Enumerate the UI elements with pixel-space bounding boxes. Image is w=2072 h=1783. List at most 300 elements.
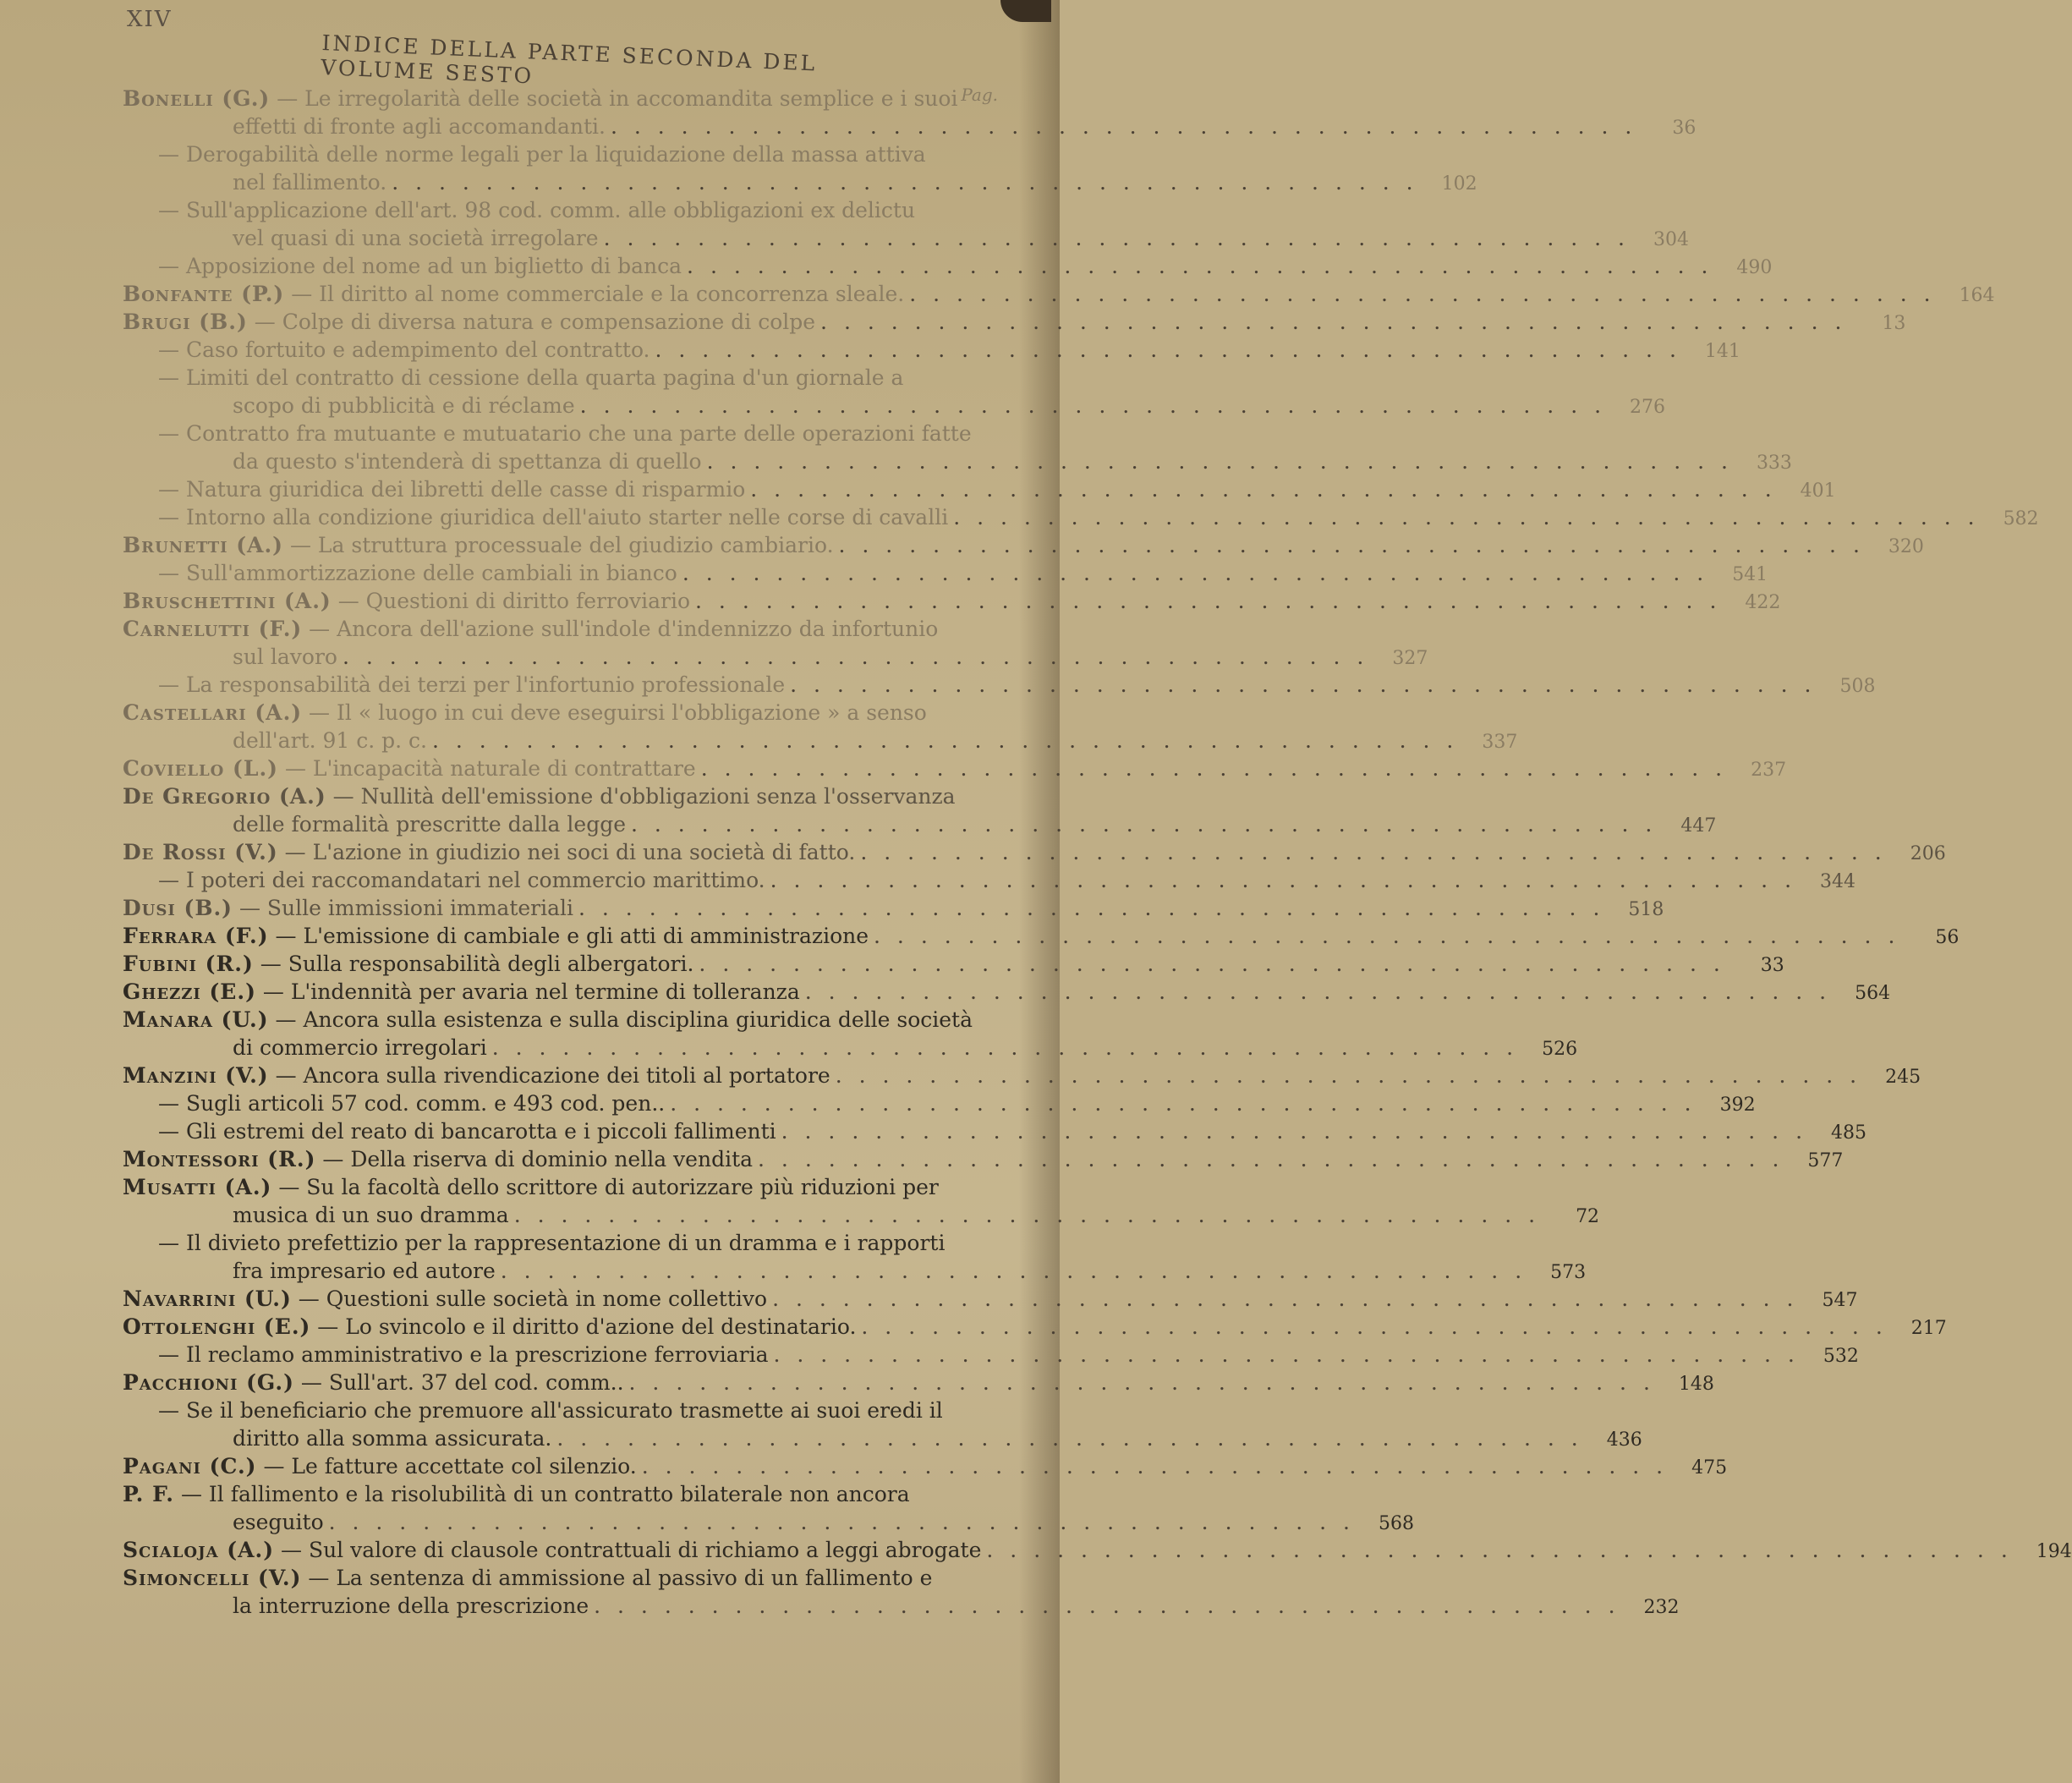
page-number: 245 <box>1885 1067 1921 1088</box>
entry-line <box>123 224 1689 252</box>
entry-line <box>123 1006 998 1034</box>
entry-title: Della riserva di dominio nella vendita <box>350 1147 754 1171</box>
index-entry <box>123 978 1891 1006</box>
entry-line <box>123 699 998 727</box>
entry-text: — Sugli articoli 57 cod. comm. e 493 cod. pen.. <box>158 1091 666 1116</box>
entry-text: — Limiti del contratto di cessione della quarta pagina d'un giornale a <box>158 365 904 390</box>
author-name: Brunetti (A.) <box>123 533 283 557</box>
entry-text: Castellari (A.) — Il « luogo in cui deve eseguirsi l'obbligazione » a senso <box>123 700 927 725</box>
entry-text <box>233 1424 551 1452</box>
index-entry <box>123 838 1946 866</box>
page-number: 148 <box>1678 1374 1714 1395</box>
entry-text: — Natura giuridica dei libretti delle casse di risparmio <box>158 477 746 502</box>
entry-text: — Apposizione del nome ad un biglietto di banca <box>158 254 682 278</box>
entry-line <box>123 280 1995 308</box>
author-name: Simoncelli (V.) <box>123 1566 302 1590</box>
entry-line <box>123 894 1664 922</box>
entry-title: Sull'art. 37 del cod. comm.. <box>328 1370 624 1395</box>
dot-leader <box>701 754 1727 782</box>
entry-title: Apposizione del nome ad un biglietto di banca <box>185 254 682 278</box>
entry-title: musica di un suo dramma <box>233 1203 509 1227</box>
entry-text: Brunetti (A.) — La struttura processuale del giudizio cambiario. <box>123 533 834 557</box>
index-entry <box>123 615 1428 671</box>
entry-line <box>123 782 998 810</box>
author-name: Brugi (B.) <box>123 310 248 334</box>
entry-line <box>123 1117 1867 1145</box>
dot-leader <box>773 1341 1799 1369</box>
entry-line <box>123 866 1856 894</box>
entry-title: Su la facoltà dello scrittore di autorizzare più riduzioni per <box>306 1175 939 1199</box>
index-entry <box>123 1145 1844 1173</box>
index-entry <box>123 1117 1867 1145</box>
entry-title: Ancora sulla rivendicazione dei titoli al portatore <box>303 1063 830 1088</box>
page-number: 337 <box>1482 732 1518 753</box>
entry-text <box>233 1257 496 1285</box>
dot-leader <box>836 1062 1861 1089</box>
page-number: 237 <box>1751 760 1787 781</box>
entry-text: Coviello (L.) — L'incapacità naturale di contrattare <box>123 756 696 781</box>
page-number: 541 <box>1732 564 1768 585</box>
entry-line <box>123 364 998 392</box>
index-entry <box>123 559 1768 587</box>
index-entry <box>123 280 1995 308</box>
page-number: 232 <box>1643 1597 1680 1618</box>
entry-text <box>233 1201 509 1229</box>
entry-text: Dusi (B.) — Sulle immissioni immateriali <box>123 896 574 920</box>
index-entry <box>123 1536 2072 1564</box>
entry-title: delle formalità prescritte dalla legge <box>233 812 626 837</box>
entry-text: — Se il beneficiario che premuore all'assicurato trasmette ai suoi eredi il <box>158 1398 943 1423</box>
index-entry <box>123 782 1717 838</box>
entry-line <box>123 531 1924 559</box>
entry-title: L'emissione di cambiale e gli atti di amministrazione <box>303 924 869 948</box>
index-entries <box>123 85 2072 1620</box>
entry-title: Sulle immissioni immateriali <box>266 896 574 920</box>
entry-text <box>233 1592 589 1620</box>
entry-title: nel fallimento. <box>233 170 387 195</box>
entry-text <box>233 727 427 754</box>
entry-title: Il reclamo amministrativo e la prescrizione ferroviaria <box>185 1342 769 1367</box>
entry-text <box>233 1508 324 1536</box>
entry-line <box>123 1034 1578 1062</box>
entry-text: — Intorno alla condizione giuridica dell'aiuto starter nelle corse di cavalli <box>158 505 949 529</box>
entry-line <box>123 1313 1947 1341</box>
entry-title: Intorno alla condizione giuridica dell'aiuto starter nelle corse di cavalli <box>185 505 949 529</box>
entry-text <box>233 112 606 140</box>
entry-title: Contratto fra mutuante e mutuatario che una parte delle operazioni fatte <box>185 421 972 446</box>
author-name: Carnelutti (F.) <box>123 617 303 641</box>
entry-line <box>123 336 1740 364</box>
dot-leader <box>392 168 1417 196</box>
entry-text: — Il reclamo amministrativo e la prescrizione ferroviaria <box>158 1342 769 1367</box>
dot-leader <box>909 280 1935 308</box>
author-name: Pagani (C.) <box>123 1454 257 1479</box>
entry-line <box>123 1229 998 1257</box>
author-name: Bruschettini (A.) <box>123 589 332 613</box>
dot-leader <box>874 922 1899 950</box>
page-number: 320 <box>1888 536 1924 557</box>
page-number: 194 <box>2036 1541 2072 1562</box>
page-number: 327 <box>1392 648 1428 669</box>
entry-text: Bonfante (P.) — Il diritto al nome commerciale e la concorrenza sleale. <box>123 282 905 306</box>
entry-title: diritto alla somma assicurata. <box>233 1426 552 1451</box>
entry-text: Manara (U.) — Ancora sulla esistenza e sulla disciplina giuridica delle società <box>123 1007 973 1032</box>
entry-title: Questioni sulle società in nome collettivo <box>326 1287 768 1311</box>
dot-leader <box>707 447 1733 475</box>
entry-text: Montessori (R.) — Della riserva di dominio nella vendita <box>123 1147 754 1171</box>
dot-leader <box>953 503 1979 531</box>
index-entry <box>123 699 1518 754</box>
page-number: 518 <box>1628 899 1664 920</box>
entry-line <box>123 643 1428 671</box>
dot-leader <box>670 1089 1696 1117</box>
entry-text: — La responsabilità dei terzi per l'infortunio professionale <box>158 672 786 697</box>
entry-title: Le fatture accettate col silenzio. <box>291 1454 637 1479</box>
entry-title: Il divieto prefettizio per la rappresentazione di un dramma e i rapporti <box>185 1231 946 1255</box>
author-name: Bonelli (G.) <box>123 86 271 111</box>
entry-line <box>123 392 1666 420</box>
entry-title: dell'art. 91 c. p. c. <box>233 728 427 753</box>
entry-title: la interruzione della prescrizione <box>233 1594 589 1618</box>
entry-line <box>123 447 1792 475</box>
dot-leader <box>329 1508 1355 1536</box>
index-entry <box>123 587 1781 615</box>
page-number: 206 <box>1910 843 1946 864</box>
author-name: Ferrara (F.) <box>123 924 269 948</box>
dot-leader <box>790 671 1816 699</box>
entry-line <box>123 950 1784 978</box>
entry-text <box>233 392 575 420</box>
author-name: Scialoja (A.) <box>123 1538 275 1562</box>
entry-line <box>123 475 1836 503</box>
index-entry <box>123 196 1689 252</box>
page-number: 447 <box>1680 815 1717 837</box>
index-entry <box>123 1089 1756 1117</box>
entry-line <box>123 420 998 447</box>
entry-title: Sull'applicazione dell'art. 98 cod. comm. alle obbligazioni ex delictu <box>185 198 916 222</box>
page-number: 401 <box>1800 480 1836 502</box>
entry-text: Fubini (R.) — Sulla responsabilità degli albergatori. <box>123 952 694 976</box>
dot-leader <box>629 1369 1655 1396</box>
entry-title: Caso fortuito e adempimento del contratto. <box>185 337 650 362</box>
entry-line <box>123 1396 998 1424</box>
dot-leader <box>687 252 1713 280</box>
entry-title: Ancora dell'azione sull'indole d'indennizzo da infortunio <box>337 617 939 641</box>
entry-line <box>123 140 998 168</box>
entry-text <box>233 810 626 838</box>
page-number: 13 <box>1882 313 1906 334</box>
entry-title: Lo svincolo e il diritto d'azione del destinatario. <box>345 1314 857 1339</box>
page-number: 526 <box>1542 1039 1578 1060</box>
pag-label: Pag. <box>961 85 998 105</box>
entry-title: L'azione in giudizio nei soci di una società di fatto. <box>312 840 856 864</box>
author-name: Manzini (V.) <box>123 1063 269 1088</box>
entry-line <box>123 503 2039 531</box>
author-name: Pacchioni (G.) <box>123 1370 294 1395</box>
dot-leader <box>631 810 1657 838</box>
index-entry <box>123 1480 1414 1536</box>
index-entry <box>123 894 1664 922</box>
entry-line <box>123 727 1518 754</box>
dot-leader <box>642 1452 1668 1480</box>
dot-leader <box>750 475 1776 503</box>
entry-line <box>123 168 1477 196</box>
dot-leader <box>578 894 1604 922</box>
page-corner <box>1000 0 1051 22</box>
entry-title: fra impresario ed autore <box>233 1259 496 1283</box>
author-name: Navarrini (U.) <box>123 1287 292 1311</box>
entry-line <box>123 1452 1728 1480</box>
entry-title: Questioni di diritto ferroviario <box>365 589 691 613</box>
index-entry <box>123 85 1697 140</box>
entry-line <box>123 1285 1858 1313</box>
entry-line <box>123 196 998 224</box>
entry-title: Sugli articoli 57 cod. comm. e 493 cod. pen.. <box>185 1091 666 1116</box>
page-number: 582 <box>2003 508 2039 529</box>
entry-text: Ghezzi (E.) — L'indennità per avaria nel termine di tolleranza <box>123 979 800 1004</box>
dot-leader <box>839 531 1865 559</box>
page-number: 532 <box>1823 1346 1859 1367</box>
page-number: 568 <box>1379 1513 1414 1534</box>
entry-title: sul lavoro <box>233 645 337 669</box>
entry-line <box>123 754 1787 782</box>
dot-leader <box>699 950 1724 978</box>
entry-text: De Gregorio (A.) — Nullità dell'emissione d'obbligazioni senza l'osservanza <box>123 784 956 809</box>
entry-title: Se il beneficiario che premuore all'assicurato trasmette ai suoi eredi il <box>185 1398 943 1423</box>
entry-line <box>123 112 1697 140</box>
page-number: 436 <box>1606 1429 1642 1451</box>
page-number: 490 <box>1736 257 1773 278</box>
index-entry <box>123 671 1876 699</box>
entry-text: Ferrara (F.) — L'emissione di cambiale e gli atti di amministrazione <box>123 924 869 948</box>
entry-text <box>233 643 337 671</box>
index-entry <box>123 922 1960 950</box>
index-entry <box>123 1369 1714 1396</box>
entry-title: effetti di fronte agli accomandanti. <box>233 114 606 139</box>
entry-line <box>123 1564 998 1592</box>
entry-line <box>123 308 1906 336</box>
index-entry <box>123 1313 1947 1341</box>
index-entry <box>123 866 1856 894</box>
page-number: 422 <box>1745 592 1781 613</box>
entry-title: Le irregolarità delle società in accomandita semplice e i suoi <box>304 86 958 111</box>
entry-text: Simoncelli (V.) — La sentenza di ammissione al passivo di un fallimento e <box>123 1566 933 1590</box>
entry-title: Ancora sulla esistenza e sulla disciplina giuridica delle società <box>303 1007 973 1032</box>
page-number: 102 <box>1441 173 1477 195</box>
author-name: Montessori (R.) <box>123 1147 316 1171</box>
entry-text: Manzini (V.) — Ancora sulla rivendicazione dei titoli al portatore <box>123 1063 830 1088</box>
dot-leader <box>492 1034 1518 1062</box>
entry-line <box>123 587 1781 615</box>
dot-leader <box>682 559 1708 587</box>
entry-line <box>123 978 1891 1006</box>
author-name: De Rossi (V.) <box>123 840 278 864</box>
entry-title: Limiti del contratto di cessione della quarta pagina d'un giornale a <box>185 365 904 390</box>
entry-title: Natura giuridica dei libretti delle casse di risparmio <box>185 477 746 502</box>
entry-text: Ottolenghi (E.) — Lo svincolo e il diritto d'azione del destinatario. <box>123 1314 857 1339</box>
dot-leader <box>556 1424 1582 1452</box>
entry-title: Sulla responsabilità degli albergatori. <box>288 952 694 976</box>
index-entry <box>123 1564 1680 1620</box>
entry-text <box>233 168 386 196</box>
index-entry <box>123 950 1784 978</box>
entry-line <box>123 1536 2072 1564</box>
entry-line <box>123 1089 1756 1117</box>
index-entry <box>123 308 1906 336</box>
page-number: 164 <box>1959 285 1995 306</box>
entry-text: De Rossi (V.) — L'azione in giudizio nei soci di una società di fatto. <box>123 840 856 864</box>
dot-leader <box>860 838 1886 866</box>
dot-leader <box>604 224 1630 252</box>
index-entry <box>123 475 1836 503</box>
entry-line <box>123 559 1768 587</box>
dot-leader <box>861 1313 1887 1341</box>
dot-leader <box>986 1536 2012 1564</box>
entry-title: Gli estremi del reato di bancarotta e i piccoli fallimenti <box>185 1119 776 1144</box>
entry-title: Il fallimento e la risolubilità di un contratto bilaterale non ancora <box>208 1482 910 1506</box>
dot-leader <box>611 112 1636 140</box>
page-number: 573 <box>1550 1262 1587 1283</box>
index-entry <box>123 252 1773 280</box>
dot-leader <box>514 1201 1540 1229</box>
author-name: Ottolenghi (E.) <box>123 1314 311 1339</box>
entry-title: Sull'ammortizzazione delle cambiali in bianco <box>185 561 677 585</box>
entry-line <box>123 85 998 112</box>
entry-text: Brugi (B.) — Colpe di diversa natura e compensazione di colpe <box>123 310 816 334</box>
author-name: Dusi (B.) <box>123 896 233 920</box>
entry-text: — Caso fortuito e adempimento del contratto. <box>158 337 650 362</box>
entry-text: Navarrini (U.) — Questioni sulle società in nome collettivo <box>123 1287 768 1311</box>
entry-line <box>123 1062 1921 1089</box>
entry-title: da questo s'intenderà di spettanza di quello <box>233 449 702 474</box>
entry-line <box>123 1341 1859 1369</box>
dot-leader <box>805 978 1831 1006</box>
page-number: 33 <box>1760 955 1784 976</box>
entry-line <box>123 1201 1600 1229</box>
page-number: 547 <box>1822 1290 1858 1311</box>
dot-leader <box>501 1257 1527 1285</box>
dot-leader <box>772 1285 1798 1313</box>
entry-line <box>123 1257 1587 1285</box>
entry-line <box>123 1173 998 1201</box>
entry-title: di commercio irregolari <box>233 1035 487 1060</box>
index-entry <box>123 1285 1858 1313</box>
folio-number: XIV <box>127 7 173 32</box>
entry-title: Colpe di diversa natura e compensazione di colpe <box>282 310 816 334</box>
page-number: 485 <box>1831 1122 1867 1144</box>
entry-line <box>123 1480 998 1508</box>
entry-title: Il diritto al nome commerciale e la concorrenza sleale. <box>319 282 905 306</box>
page-number: 72 <box>1576 1206 1600 1227</box>
page-number: 141 <box>1704 341 1740 362</box>
dot-leader <box>655 336 1681 364</box>
entry-line <box>123 1369 1714 1396</box>
page-number: 56 <box>1935 927 1960 948</box>
entry-title: I poteri dei raccomandatari nel commercio marittimo. <box>185 868 765 892</box>
entry-text: — Contratto fra mutuante e mutuatario che una parte delle operazioni fatte <box>158 421 972 446</box>
dot-leader <box>432 727 1458 754</box>
page-number: 217 <box>1910 1318 1947 1339</box>
entry-title: L'incapacità naturale di contrattare <box>312 756 696 781</box>
running-head: INDICE DELLA PARTE SECONDA DEL VOLUME SESTO <box>320 30 818 89</box>
dot-leader <box>580 392 1606 420</box>
page-number: 304 <box>1653 229 1689 250</box>
entry-text <box>233 1034 487 1062</box>
index-entry <box>123 1006 1578 1062</box>
entry-text: — Il divieto prefettizio per la rappresentazione di un dramma e i rapporti <box>158 1231 946 1255</box>
entry-title: La struttura processuale del giudizio cambiario. <box>317 533 834 557</box>
entry-title: Nullità dell'emissione d'obbligazioni senza l'osservanza <box>360 784 956 809</box>
page-number: 392 <box>1719 1094 1756 1116</box>
entry-text: P. F. — Il fallimento e la risolubilità di un contratto bilaterale non ancora <box>123 1482 910 1506</box>
index-entry <box>123 140 1477 196</box>
index-entry <box>123 1396 1642 1452</box>
index-entry <box>123 1341 1859 1369</box>
entry-title: La responsabilità dei terzi per l'infortunio professionale <box>185 672 786 697</box>
entry-text <box>233 447 702 475</box>
entry-title: L'indennità per avaria nel termine di tolleranza <box>290 979 800 1004</box>
page-number: 333 <box>1756 453 1792 474</box>
index-entry <box>123 1062 1921 1089</box>
index-entry <box>123 503 2039 531</box>
dot-leader <box>695 587 1721 615</box>
entry-title: scopo di pubblicità e di réclame <box>233 393 575 418</box>
entry-title: Derogabilità delle norme legali per la liquidazione della massa attiva <box>185 142 926 167</box>
entry-text: — Sull'ammortizzazione delle cambiali in bianco <box>158 561 677 585</box>
entry-title: vel quasi di una società irregolare <box>233 226 599 250</box>
page-number: 564 <box>1855 983 1891 1004</box>
entry-text: Bruschettini (A.) — Questioni di diritto ferroviario <box>123 589 691 613</box>
entry-line <box>123 671 1876 699</box>
entry-text <box>233 224 599 252</box>
dot-leader <box>758 1145 1784 1173</box>
dot-leader <box>594 1592 1620 1620</box>
entry-text: Scialoja (A.) — Sul valore di clausole contrattuali di richiamo a leggi abrogate <box>123 1538 982 1562</box>
entry-text: — Derogabilità delle norme legali per la liquidazione della massa attiva <box>158 142 926 167</box>
author-name: P. F. <box>123 1482 175 1506</box>
author-name: Musatti (A.) <box>123 1175 272 1199</box>
entry-line <box>123 810 1717 838</box>
entry-text: Carnelutti (F.) — Ancora dell'azione sull'indole d'indennizzo da infortunio <box>123 617 939 641</box>
page-number: 276 <box>1630 397 1666 418</box>
entry-line <box>123 922 1960 950</box>
entry-text: — Gli estremi del reato di bancarotta e i piccoli fallimenti <box>158 1119 776 1144</box>
entry-text: Bonelli (G.) — Le irregolarità delle società in accomandita semplice e i suoi <box>123 86 958 111</box>
index-entry <box>123 364 1666 420</box>
entry-line <box>123 252 1773 280</box>
page-number: 577 <box>1807 1150 1844 1171</box>
entry-line <box>123 615 998 643</box>
index-entry <box>123 531 1924 559</box>
author-name: Manara (U.) <box>123 1007 269 1032</box>
entry-text: — Sull'applicazione dell'art. 98 cod. comm. alle obbligazioni ex delictu <box>158 198 916 222</box>
entry-text: Pacchioni (G.) — Sull'art. 37 del cod. comm.. <box>123 1370 624 1395</box>
index-entry <box>123 420 1792 475</box>
entry-line <box>123 1145 1844 1173</box>
index-entry <box>123 1229 1587 1285</box>
index-entry <box>123 754 1787 782</box>
entry-title: eseguito <box>233 1510 324 1534</box>
index-entry <box>123 1452 1728 1480</box>
entry-line <box>123 838 1946 866</box>
index-entry <box>123 336 1740 364</box>
page-number: 36 <box>1672 118 1697 139</box>
dot-leader <box>820 308 1846 336</box>
dot-leader <box>781 1117 1807 1145</box>
entry-title: La sentenza di ammissione al passivo di un fallimento e <box>336 1566 933 1590</box>
entry-title: Sul valore di clausole contrattuali di richiamo a leggi abrogate <box>308 1538 982 1562</box>
author-name: De Gregorio (A.) <box>123 784 326 809</box>
